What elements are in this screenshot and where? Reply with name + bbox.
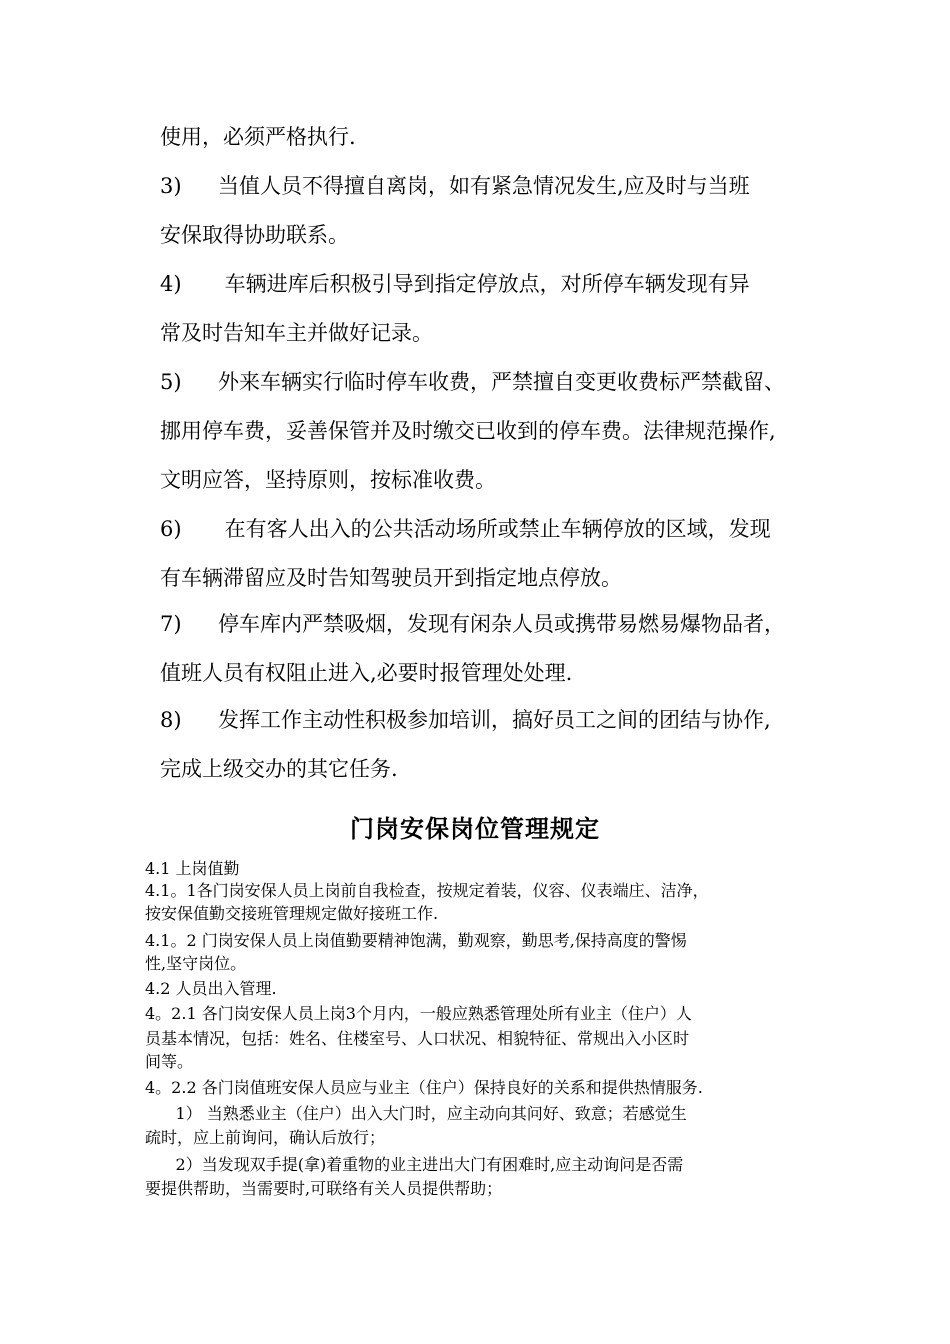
line-text: 有车辆滞留应及时告知驾驶员开到指定地点停放。 bbox=[160, 566, 622, 590]
item-number: 4) bbox=[160, 272, 182, 296]
item-number: 3) bbox=[160, 174, 182, 198]
list-item-8 bbox=[160, 705, 820, 735]
paragraph-line bbox=[160, 122, 820, 152]
body-line: 2）当发现双手提(拿)着重物的业主进出大门有困难时,应主动询问是否需 bbox=[145, 1155, 684, 1174]
line-text: 发挥工作主动性积极参加培训，搞好员工之间的团结与协作, bbox=[218, 708, 771, 732]
body-line: 4.1。2 门岗安保人员上岗值勤要精神饱满，勤观察，勤思考,保持高度的警惕 bbox=[145, 931, 687, 950]
line-text: 文明应答，坚持原则，按标准收费。 bbox=[160, 468, 496, 492]
item-number: 8) bbox=[160, 708, 182, 732]
body-line: 4。2.1 各门岗安保人员上岗3个月内，一般应熟悉管理处所有业主（住户）人 bbox=[145, 1004, 692, 1023]
body-line: 按安保值勤交接班管理规定做好接班工作. bbox=[145, 904, 439, 923]
paragraph-line bbox=[160, 318, 820, 348]
item-number: 6) bbox=[160, 517, 182, 541]
body-line: 1） 当熟悉业主（住户）出入大门时，应主动向其问好、致意；若感觉生 bbox=[145, 1104, 687, 1123]
paragraph-line bbox=[160, 754, 820, 784]
line-text: 挪用停车费，妥善保管并及时缴交已收到的停车费。法律规范操作, bbox=[160, 419, 776, 443]
line-text: 常及时告知车主并做好记录。 bbox=[160, 321, 433, 345]
line-text: 当值人员不得擅自离岗，如有紧急情况发生,应及时与当班 bbox=[218, 174, 750, 198]
list-item-5 bbox=[160, 367, 820, 397]
line-text: 完成上级交办的其它任务. bbox=[160, 757, 398, 781]
line-text: 安保取得协助联系。 bbox=[160, 223, 349, 247]
body-line: 4.2 人员出入管理. bbox=[145, 979, 277, 998]
body-line: 4.1。1各门岗安保人员上岗前自我检查，按规定着装，仪容、仪表端庄、洁净， bbox=[145, 881, 709, 900]
line-text: 值班人员有权阻止进入,必要时报管理处处理. bbox=[160, 661, 573, 685]
body-line: 间等。 bbox=[145, 1052, 194, 1071]
list-item-3 bbox=[160, 171, 820, 201]
paragraph-line bbox=[160, 416, 820, 446]
paragraph-line bbox=[160, 658, 820, 688]
paragraph-line bbox=[160, 220, 820, 250]
body-line: 要提供帮助，当需要时,可联络有关人员提供帮助； bbox=[145, 1179, 503, 1198]
body-line: 性,坚守岗位。 bbox=[145, 954, 247, 973]
section-title: 门岗安保岗位管理规定 bbox=[350, 815, 600, 843]
line-text: 使用，必须严格执行. bbox=[160, 125, 356, 149]
line-text: 外来车辆实行临时停车收费，严禁擅自变更收费标严禁截留、 bbox=[218, 370, 785, 394]
line-text: 车辆进库后积极引导到指定停放点，对所停车辆发现有异 bbox=[218, 272, 750, 296]
item-number: 5) bbox=[160, 370, 182, 394]
body-line: 4。2.2 各门岗值班安保人员应与业主（住户）保持良好的关系和提供热情服务. bbox=[145, 1078, 703, 1097]
line-text: 在有客人出入的公共活动场所或禁止车辆停放的区域，发现 bbox=[218, 517, 771, 541]
body-line: 疏时，应上前询问，确认后放行； bbox=[145, 1128, 386, 1147]
body-line: 4.1 上岗值勤 bbox=[145, 859, 240, 878]
body-line: 员基本情况，包括：姓名、住楼室号、人口状况、相貌特征、常规出入小区时 bbox=[145, 1029, 690, 1048]
list-item-7 bbox=[160, 609, 820, 639]
paragraph-line bbox=[160, 563, 820, 593]
paragraph-line bbox=[160, 465, 820, 495]
list-item-4 bbox=[160, 269, 820, 299]
list-item-6 bbox=[160, 514, 820, 544]
line-text: 停车库内严禁吸烟，发现有闲杂人员或携带易燃易爆物品者， bbox=[218, 612, 785, 636]
item-number: 7) bbox=[160, 612, 182, 636]
